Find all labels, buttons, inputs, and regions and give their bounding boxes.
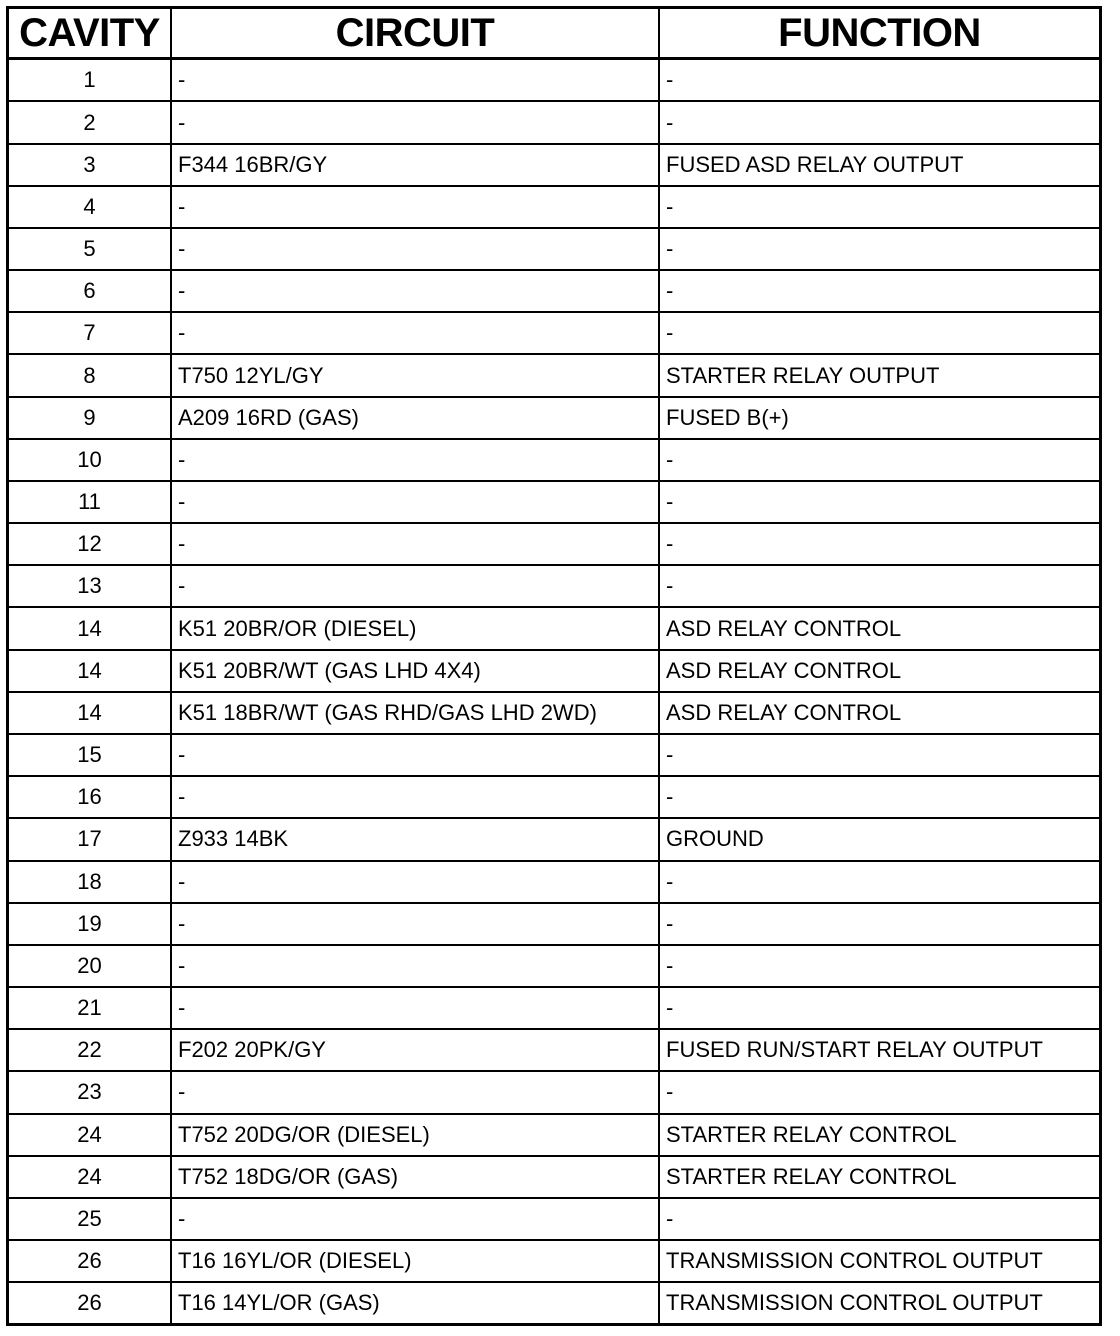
function-cell: - <box>659 861 1099 903</box>
table-row <box>9 776 1099 818</box>
cavity-cell: 7 <box>9 312 171 354</box>
circuit-cell: T16 14YL/OR (GAS) <box>171 1282 659 1323</box>
table-row <box>9 186 1099 228</box>
function-cell: - <box>659 270 1099 312</box>
circuit-cell: T16 16YL/OR (DIESEL) <box>171 1240 659 1282</box>
function-cell: - <box>659 312 1099 354</box>
cavity-cell: 14 <box>9 650 171 692</box>
cavity-cell: 12 <box>9 523 171 565</box>
circuit-cell: - <box>171 945 659 987</box>
table-row <box>9 945 1099 987</box>
circuit-cell: - <box>171 101 659 143</box>
cavity-cell: 22 <box>9 1029 171 1071</box>
circuit-cell: - <box>171 861 659 903</box>
circuit-cell: - <box>171 439 659 481</box>
circuit-cell: - <box>171 523 659 565</box>
function-cell: - <box>659 945 1099 987</box>
function-cell: - <box>659 1198 1099 1240</box>
table-row <box>9 1114 1099 1156</box>
cavity-cell: 23 <box>9 1071 171 1113</box>
function-cell: - <box>659 987 1099 1029</box>
cavity-cell: 16 <box>9 776 171 818</box>
table-body <box>9 59 1099 1324</box>
cavity-cell: 24 <box>9 1114 171 1156</box>
table-row <box>9 734 1099 776</box>
table-row <box>9 987 1099 1029</box>
table-row <box>9 312 1099 354</box>
table-row <box>9 650 1099 692</box>
cavity-cell: 26 <box>9 1240 171 1282</box>
function-cell: FUSED RUN/START RELAY OUTPUT <box>659 1029 1099 1071</box>
function-cell: - <box>659 186 1099 228</box>
connector-pinout-table <box>9 9 1099 1323</box>
header-circuit: CIRCUIT <box>171 9 659 59</box>
table-row <box>9 1198 1099 1240</box>
table-row <box>9 354 1099 396</box>
circuit-cell: Z933 14BK <box>171 818 659 860</box>
function-cell: GROUND <box>659 818 1099 860</box>
function-cell: STARTER RELAY CONTROL <box>659 1156 1099 1198</box>
circuit-cell: - <box>171 186 659 228</box>
function-cell: STARTER RELAY CONTROL <box>659 1114 1099 1156</box>
table-row <box>9 144 1099 186</box>
circuit-cell: - <box>171 987 659 1029</box>
table-row <box>9 1071 1099 1113</box>
cavity-cell: 10 <box>9 439 171 481</box>
table-row <box>9 228 1099 270</box>
table-row <box>9 692 1099 734</box>
cavity-cell: 8 <box>9 354 171 396</box>
circuit-cell: K51 20BR/WT (GAS LHD 4X4) <box>171 650 659 692</box>
table-row <box>9 607 1099 649</box>
table-row <box>9 270 1099 312</box>
circuit-cell: - <box>171 59 659 102</box>
circuit-cell: T752 20DG/OR (DIESEL) <box>171 1114 659 1156</box>
circuit-cell: - <box>171 1198 659 1240</box>
header-function: FUNCTION <box>659 9 1099 59</box>
circuit-cell: A209 16RD (GAS) <box>171 397 659 439</box>
circuit-cell: - <box>171 228 659 270</box>
circuit-cell: - <box>171 776 659 818</box>
cavity-cell: 11 <box>9 481 171 523</box>
function-cell: FUSED ASD RELAY OUTPUT <box>659 144 1099 186</box>
function-cell: - <box>659 101 1099 143</box>
table-row <box>9 1156 1099 1198</box>
table-row <box>9 903 1099 945</box>
table-row <box>9 439 1099 481</box>
function-cell: - <box>659 439 1099 481</box>
function-cell: - <box>659 734 1099 776</box>
cavity-cell: 18 <box>9 861 171 903</box>
function-cell: - <box>659 228 1099 270</box>
table-row <box>9 481 1099 523</box>
table-row <box>9 523 1099 565</box>
function-cell: - <box>659 565 1099 607</box>
table-row <box>9 1029 1099 1071</box>
cavity-cell: 6 <box>9 270 171 312</box>
circuit-cell: - <box>171 1071 659 1113</box>
cavity-cell: 25 <box>9 1198 171 1240</box>
function-cell: TRANSMISSION CONTROL OUTPUT <box>659 1282 1099 1323</box>
function-cell: ASD RELAY CONTROL <box>659 692 1099 734</box>
circuit-cell: T752 18DG/OR (GAS) <box>171 1156 659 1198</box>
function-cell: - <box>659 1071 1099 1113</box>
cavity-cell: 9 <box>9 397 171 439</box>
circuit-cell: K51 18BR/WT (GAS RHD/GAS LHD 2WD) <box>171 692 659 734</box>
cavity-cell: 14 <box>9 607 171 649</box>
function-cell: - <box>659 776 1099 818</box>
cavity-cell: 19 <box>9 903 171 945</box>
table-row <box>9 565 1099 607</box>
function-cell: - <box>659 903 1099 945</box>
cavity-cell: 21 <box>9 987 171 1029</box>
cavity-cell: 20 <box>9 945 171 987</box>
cavity-cell: 14 <box>9 692 171 734</box>
function-cell: ASD RELAY CONTROL <box>659 650 1099 692</box>
table-row <box>9 101 1099 143</box>
function-cell: - <box>659 481 1099 523</box>
table-row <box>9 397 1099 439</box>
header-cavity: CAVITY <box>9 9 171 59</box>
cavity-cell: 15 <box>9 734 171 776</box>
function-cell: - <box>659 59 1099 102</box>
function-cell: - <box>659 523 1099 565</box>
cavity-cell: 1 <box>9 59 171 102</box>
header-row <box>9 9 1099 59</box>
cavity-cell: 17 <box>9 818 171 860</box>
circuit-cell: F344 16BR/GY <box>171 144 659 186</box>
circuit-cell: - <box>171 312 659 354</box>
cavity-cell: 3 <box>9 144 171 186</box>
cavity-cell: 5 <box>9 228 171 270</box>
circuit-cell: F202 20PK/GY <box>171 1029 659 1071</box>
table-row <box>9 861 1099 903</box>
function-cell: STARTER RELAY OUTPUT <box>659 354 1099 396</box>
circuit-cell: T750 12YL/GY <box>171 354 659 396</box>
circuit-cell: - <box>171 734 659 776</box>
function-cell: TRANSMISSION CONTROL OUTPUT <box>659 1240 1099 1282</box>
table-row <box>9 1282 1099 1323</box>
connector-pinout-table-frame <box>6 6 1102 1326</box>
cavity-cell: 4 <box>9 186 171 228</box>
cavity-cell: 13 <box>9 565 171 607</box>
cavity-cell: 26 <box>9 1282 171 1323</box>
table-row <box>9 818 1099 860</box>
circuit-cell: - <box>171 270 659 312</box>
cavity-cell: 24 <box>9 1156 171 1198</box>
function-cell: ASD RELAY CONTROL <box>659 607 1099 649</box>
circuit-cell: K51 20BR/OR (DIESEL) <box>171 607 659 649</box>
cavity-cell: 2 <box>9 101 171 143</box>
circuit-cell: - <box>171 565 659 607</box>
table-row <box>9 59 1099 102</box>
circuit-cell: - <box>171 903 659 945</box>
table-row <box>9 1240 1099 1282</box>
circuit-cell: - <box>171 481 659 523</box>
function-cell: FUSED B(+) <box>659 397 1099 439</box>
